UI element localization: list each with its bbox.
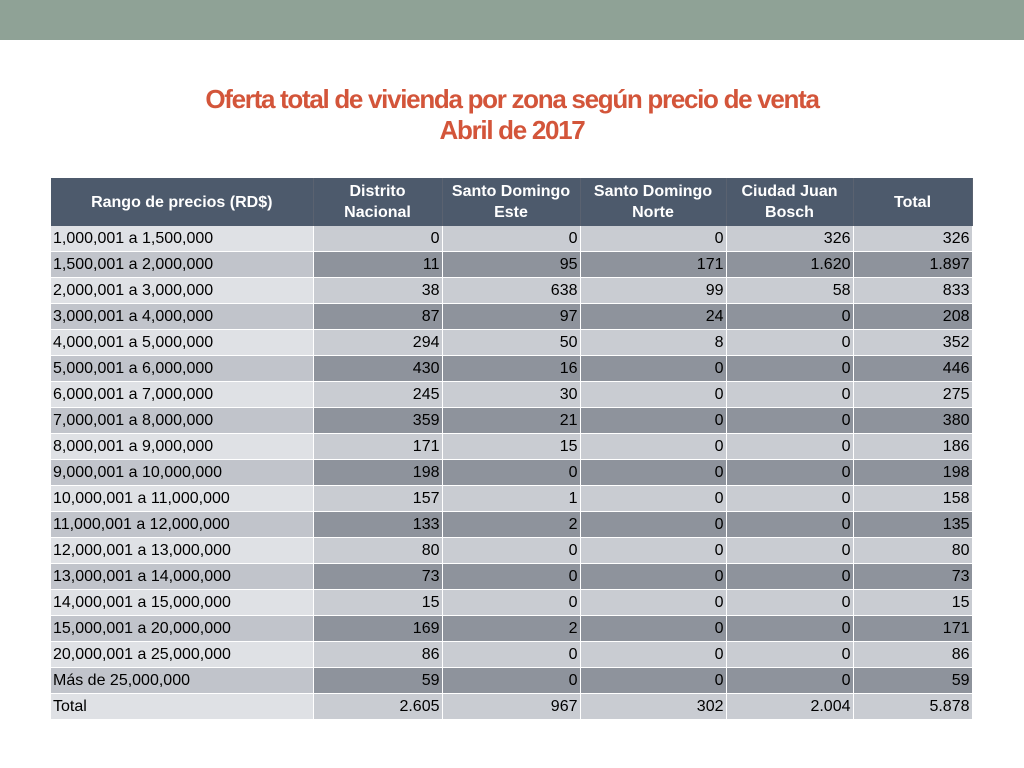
cell-santo-domingo-norte: 24: [580, 304, 726, 330]
cell-price-range: Total: [51, 694, 313, 720]
cell-santo-domingo-norte: 0: [580, 356, 726, 382]
cell-price-range: 6,000,001 a 7,000,000: [51, 382, 313, 408]
cell-distrito-nacional: 87: [313, 304, 442, 330]
slide-title: [0, 84, 1024, 146]
cell-price-range: 15,000,001 a 20,000,000: [51, 616, 313, 642]
cell-price-range: 12,000,001 a 13,000,000: [51, 538, 313, 564]
cell-santo-domingo-este: 0: [442, 226, 580, 252]
cell-santo-domingo-este: 16: [442, 356, 580, 382]
cell-price-range: Más de 25,000,000: [51, 668, 313, 694]
title-line-2: Abril de 2017: [439, 115, 585, 145]
cell-santo-domingo-este: 0: [442, 668, 580, 694]
cell-total: 446: [853, 356, 972, 382]
cell-total: 86: [853, 642, 972, 668]
cell-santo-domingo-este: 0: [442, 564, 580, 590]
cell-price-range: 2,000,001 a 3,000,000: [51, 278, 313, 304]
cell-total: 59: [853, 668, 972, 694]
table-row: [51, 330, 972, 356]
cell-santo-domingo-este: 95: [442, 252, 580, 278]
cell-distrito-nacional: 0: [313, 226, 442, 252]
cell-santo-domingo-este: 0: [442, 642, 580, 668]
table-row: [51, 616, 972, 642]
table-row: [51, 252, 972, 278]
cell-price-range: 9,000,001 a 10,000,000: [51, 460, 313, 486]
cell-santo-domingo-norte: 0: [580, 486, 726, 512]
cell-total: 80: [853, 538, 972, 564]
cell-santo-domingo-este: 1: [442, 486, 580, 512]
cell-ciudad-juan-bosch: 1.620: [726, 252, 853, 278]
cell-distrito-nacional: 133: [313, 512, 442, 538]
table-row: [51, 460, 972, 486]
cell-price-range: 20,000,001 a 25,000,000: [51, 642, 313, 668]
cell-santo-domingo-norte: 8: [580, 330, 726, 356]
cell-ciudad-juan-bosch: 0: [726, 668, 853, 694]
cell-total: 1.897: [853, 252, 972, 278]
cell-distrito-nacional: 359: [313, 408, 442, 434]
header-total: Total: [853, 178, 972, 226]
cell-santo-domingo-este: 30: [442, 382, 580, 408]
cell-price-range: 1,500,001 a 2,000,000: [51, 252, 313, 278]
cell-ciudad-juan-bosch: 58: [726, 278, 853, 304]
cell-total: 73: [853, 564, 972, 590]
cell-total: 208: [853, 304, 972, 330]
cell-distrito-nacional: 2.605: [313, 694, 442, 720]
cell-price-range: 14,000,001 a 15,000,000: [51, 590, 313, 616]
cell-santo-domingo-este: 97: [442, 304, 580, 330]
cell-ciudad-juan-bosch: 0: [726, 304, 853, 330]
cell-santo-domingo-este: 2: [442, 512, 580, 538]
cell-price-range: 11,000,001 a 12,000,000: [51, 512, 313, 538]
cell-ciudad-juan-bosch: 0: [726, 590, 853, 616]
cell-santo-domingo-norte: 302: [580, 694, 726, 720]
cell-price-range: 8,000,001 a 9,000,000: [51, 434, 313, 460]
cell-ciudad-juan-bosch: 0: [726, 382, 853, 408]
cell-ciudad-juan-bosch: 0: [726, 460, 853, 486]
cell-santo-domingo-norte: 0: [580, 408, 726, 434]
table-row: [51, 278, 972, 304]
cell-santo-domingo-este: 50: [442, 330, 580, 356]
cell-santo-domingo-norte: 0: [580, 226, 726, 252]
cell-total: 326: [853, 226, 972, 252]
cell-ciudad-juan-bosch: 326: [726, 226, 853, 252]
table-row: [51, 538, 972, 564]
cell-distrito-nacional: 169: [313, 616, 442, 642]
housing-offer-table: [51, 178, 973, 719]
cell-ciudad-juan-bosch: 0: [726, 642, 853, 668]
cell-total: 380: [853, 408, 972, 434]
cell-distrito-nacional: 15: [313, 590, 442, 616]
cell-santo-domingo-norte: 0: [580, 590, 726, 616]
cell-distrito-nacional: 59: [313, 668, 442, 694]
cell-price-range: 5,000,001 a 6,000,000: [51, 356, 313, 382]
cell-distrito-nacional: 86: [313, 642, 442, 668]
table-row: [51, 434, 972, 460]
cell-santo-domingo-este: 21: [442, 408, 580, 434]
cell-santo-domingo-norte: 0: [580, 564, 726, 590]
cell-ciudad-juan-bosch: 0: [726, 330, 853, 356]
cell-total: 171: [853, 616, 972, 642]
cell-distrito-nacional: 245: [313, 382, 442, 408]
cell-santo-domingo-norte: 0: [580, 538, 726, 564]
table-row: [51, 382, 972, 408]
cell-total: 135: [853, 512, 972, 538]
cell-ciudad-juan-bosch: 0: [726, 434, 853, 460]
cell-santo-domingo-norte: 0: [580, 512, 726, 538]
cell-total: 158: [853, 486, 972, 512]
table-row: [51, 304, 972, 330]
cell-price-range: 10,000,001 a 11,000,000: [51, 486, 313, 512]
cell-ciudad-juan-bosch: 0: [726, 512, 853, 538]
cell-distrito-nacional: 80: [313, 538, 442, 564]
cell-total: 275: [853, 382, 972, 408]
cell-santo-domingo-norte: 0: [580, 382, 726, 408]
table-total-row: [51, 694, 972, 720]
cell-santo-domingo-este: 0: [442, 538, 580, 564]
header-santo-domingo-norte: Santo Domingo Norte: [580, 178, 726, 226]
cell-total: 186: [853, 434, 972, 460]
cell-santo-domingo-este: 638: [442, 278, 580, 304]
cell-santo-domingo-norte: 0: [580, 434, 726, 460]
cell-santo-domingo-este: 0: [442, 590, 580, 616]
cell-distrito-nacional: 294: [313, 330, 442, 356]
cell-price-range: 4,000,001 a 5,000,000: [51, 330, 313, 356]
table-header-row: [51, 178, 972, 226]
cell-santo-domingo-norte: 0: [580, 460, 726, 486]
table-body: [51, 226, 972, 719]
header-ciudad-juan-bosch: Ciudad Juan Bosch: [726, 178, 853, 226]
cell-santo-domingo-este: 0: [442, 460, 580, 486]
table-row: [51, 486, 972, 512]
cell-distrito-nacional: 430: [313, 356, 442, 382]
top-band: [0, 0, 1024, 40]
cell-santo-domingo-norte: 171: [580, 252, 726, 278]
header-price-range: Rango de precios (RD$): [51, 178, 313, 226]
table-row: [51, 668, 972, 694]
cell-total: 833: [853, 278, 972, 304]
cell-total: 352: [853, 330, 972, 356]
cell-ciudad-juan-bosch: 0: [726, 408, 853, 434]
cell-santo-domingo-este: 2: [442, 616, 580, 642]
cell-ciudad-juan-bosch: 0: [726, 538, 853, 564]
cell-distrito-nacional: 11: [313, 252, 442, 278]
cell-distrito-nacional: 171: [313, 434, 442, 460]
table-row: [51, 356, 972, 382]
cell-price-range: 7,000,001 a 8,000,000: [51, 408, 313, 434]
table-row: [51, 408, 972, 434]
cell-distrito-nacional: 38: [313, 278, 442, 304]
cell-santo-domingo-norte: 0: [580, 642, 726, 668]
cell-ciudad-juan-bosch: 0: [726, 356, 853, 382]
cell-santo-domingo-este: 15: [442, 434, 580, 460]
cell-santo-domingo-norte: 0: [580, 668, 726, 694]
table-row: [51, 512, 972, 538]
table-row: [51, 564, 972, 590]
cell-ciudad-juan-bosch: 0: [726, 616, 853, 642]
table-row: [51, 226, 972, 252]
table-row: [51, 590, 972, 616]
cell-santo-domingo-norte: 0: [580, 616, 726, 642]
cell-ciudad-juan-bosch: 2.004: [726, 694, 853, 720]
cell-total: 198: [853, 460, 972, 486]
cell-santo-domingo-norte: 99: [580, 278, 726, 304]
cell-total: 15: [853, 590, 972, 616]
cell-total: 5.878: [853, 694, 972, 720]
header-santo-domingo-este: Santo Domingo Este: [442, 178, 580, 226]
cell-distrito-nacional: 198: [313, 460, 442, 486]
cell-ciudad-juan-bosch: 0: [726, 486, 853, 512]
cell-distrito-nacional: 157: [313, 486, 442, 512]
cell-ciudad-juan-bosch: 0: [726, 564, 853, 590]
table-row: [51, 642, 972, 668]
cell-price-range: 1,000,001 a 1,500,000: [51, 226, 313, 252]
title-line-1: Oferta total de vivienda por zona según precio de venta: [205, 84, 819, 114]
cell-price-range: 13,000,001 a 14,000,000: [51, 564, 313, 590]
cell-distrito-nacional: 73: [313, 564, 442, 590]
cell-price-range: 3,000,001 a 4,000,000: [51, 304, 313, 330]
cell-santo-domingo-este: 967: [442, 694, 580, 720]
header-distrito-nacional: Distrito Nacional: [313, 178, 442, 226]
